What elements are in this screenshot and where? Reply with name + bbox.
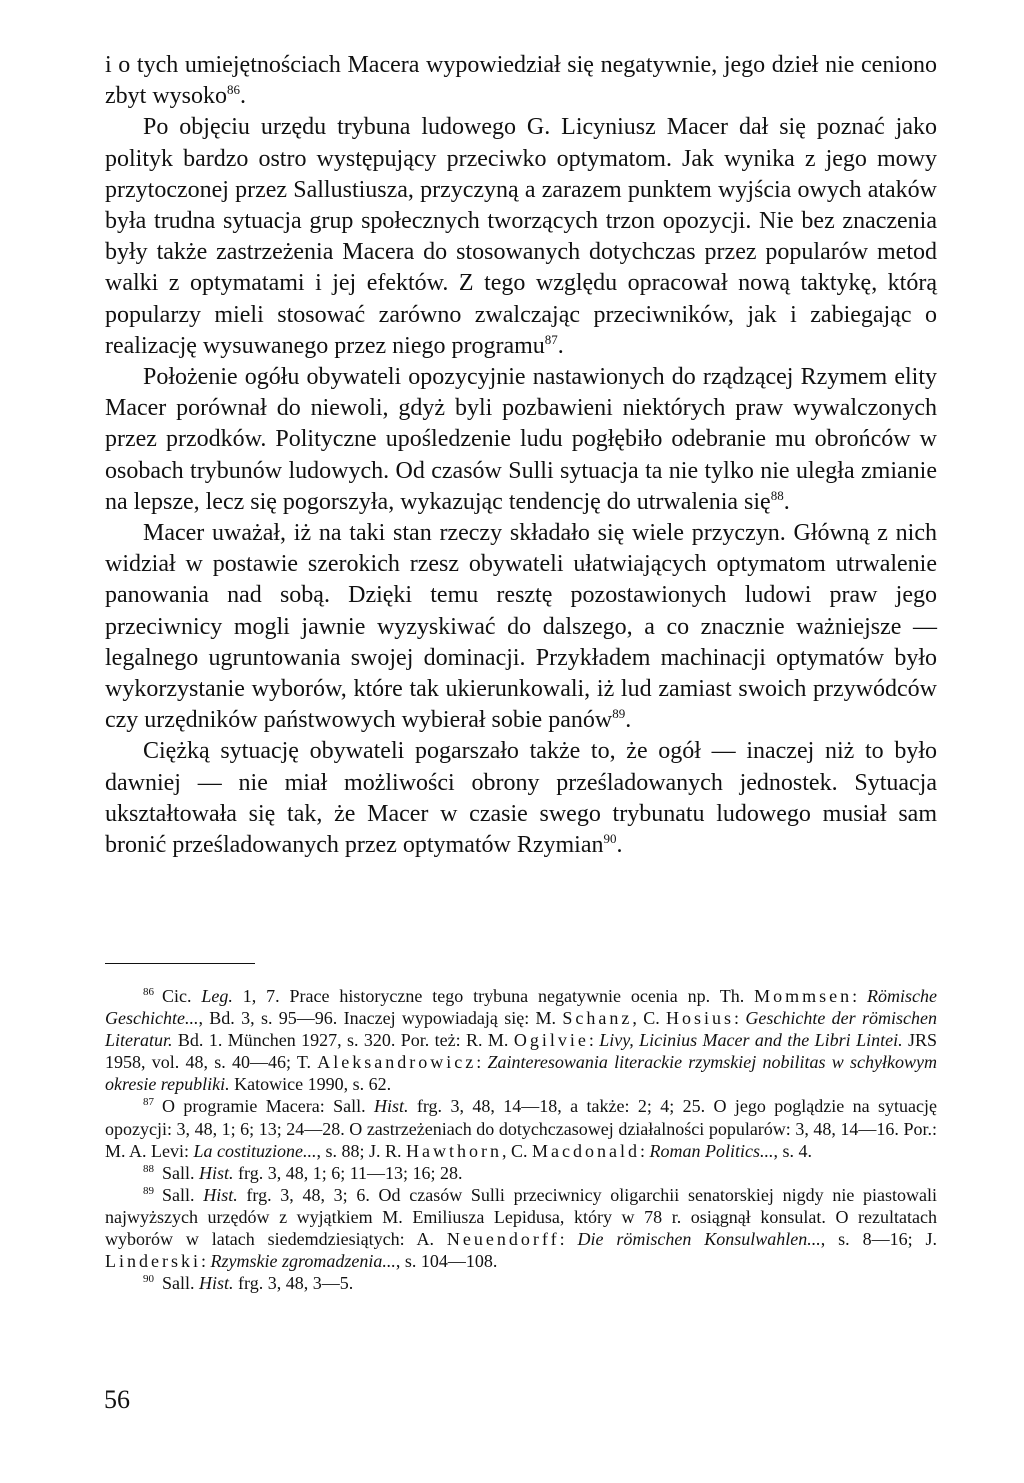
paragraph-1: i o tych umiejętnościach Macera wypowiedział się negatywnie, jego dzieł nie ceniono zbyt wysoko$^{86}$.: [105, 52, 937, 110]
main-text: [105, 50, 937, 861]
footnotes: [105, 985, 937, 1294]
footnote-ref-89: 89: [612, 706, 626, 722]
paragraph-3: Położenie ogółu obywateli opozycyjnie nastawionych do rządzącej Rzymem elity Macer porównał do niewoli, gdyż byli pozbawieni niektórych praw wywalczonych przez przodków. Polityczne upośledzenie ludu pogłębiło odebranie mu obrońców w osobach trybunów ludowych. Od czasów Sulli sytuacja ta nie tylko nie uległa zmianie na lepsze, lecz się pogorszyła, wykazując tendencję do utrwalenia się$^{88}$.: [105, 364, 937, 515]
footnote-88: $^{88}$ Sall. Hist. frg. 3, 48, 1; 6; 11—13; 16; 28.: [143, 1162, 463, 1183]
footnote-number: 90: [143, 1273, 154, 1286]
paragraph-2: Po objęciu urzędu trybuna ludowego G. Licyniusz Macer dał się poznać jako polityk bardzo ostro występujący przeciwko optymatom. Jak wynika z jego mowy przytoczonej przez Sallustiusza, przyczyną a zarazem punktem wyjścia owych ataków była trudna sytuacja grup społecznych tworzących trzon opozycji. Nie bez znaczenia były także zastrzeżenia Macera do stosowanych dotychczas przez popularów metod walki z optymatami i jej efektów. Z tego względu opracował nową taktykę, którą popularzy mieli stosować zarówno zwalczając przeciwników, jak i zabiegając o realizację wysuwanego przez niego programu$^{87}$.: [105, 114, 937, 359]
footnote-number: 88: [143, 1162, 154, 1175]
footnote-87: $^{87}$ O programie Macera: Sall. Hist. frg. 3, 48, 14—18, a także: 2; 4; 25. O jego poglądzie na sytuację opozycji: 3, 48, 1; 6; 13; 24—28. O zastrzeżeniach do dotychczasowej działalności popularów: 3, 48, 14—16. Por.: M. A. Levi: La costituzione..., s. 88; J. R. Hawthorn, C. Macdonald: Roman Politics..., s. 4.: [105, 1096, 937, 1161]
footnote-90: $^{90}$ Sall. Hist. frg. 3, 48, 3—5.: [143, 1273, 354, 1294]
footnote-86: $^{86}$ Cic. Leg. 1, 7. Prace historyczne tego trybuna negatywnie ocenia np. Th. Mommsen: Römische Geschichte..., Bd. 3, s. 95—96. Inaczej wypowiadają się: M. Schanz, C. Hosius: Geschichte der römischen Literatur. Bd. 1. München 1927, s. 320. Por. też: R. M. Ogilvie: Livy, Licinius Macer and the Libri Lintei. JRS 1958, vol. 48, s. 40—46; T. Aleksandrowicz: Zainteresowania literackie rzymskiej nobilitas w schyłkowym okresie republiki. Katowice 1990, s. 62.: [105, 986, 937, 1095]
footnote-89: $^{89}$ Sall. Hist. frg. 3, 48, 3; 6. Od czasów Sulli przeciwnicy oligarchii senatorskiej nigdy nie piastowali najwyższych urzędów z wyjątkiem M. Emiliusza Lepidusa, który w 78 r. osiągnął konsulat. O rezultatach wyborów w latach siedemdziesiątych: A. Neuendorff: Die römischen Konsulwahlen..., s. 8—16; J. Linderski: Rzymskie zgromadzenia..., s. 104—108.: [105, 1184, 937, 1272]
footnote-ref-88: 88: [770, 487, 784, 503]
footnote-separator: [105, 963, 255, 964]
paragraph-4: Macer uważał, iż na taki stan rzeczy składało się wiele przyczyn. Główną z nich widział w postawie szerokich rzesz obywateli ułatwiających optymatom utrwalenie panowania nad sobą. Dzięki temu resztę pozostawionych ludowi praw jego przeciwnicy mogli jawnie wyzyskiwać do dalszego, a co znacznie ważniejsze — legalnego ugruntowania swojej dominacji. Przykładem machinacji optymatów było wykorzystanie wyborów, które tak ukierunkowali, iż lud zamiast swoich przywódców czy urzędników państwowych wybierał sobie panów$^{89}$.: [105, 520, 937, 734]
footnote-number: 87: [143, 1096, 154, 1109]
footnote-ref-87: 87: [544, 331, 558, 347]
footnote-number: 89: [143, 1184, 154, 1197]
footnote-ref-86: 86: [227, 82, 240, 98]
footnote-number: 86: [143, 986, 154, 998]
paragraph-5: Ciężką sytuację obywateli pogarszało także to, że ogół — inaczej niż to było dawniej — nie miał możliwości obrony prześladowanych jednostek. Sytuacja ukształtowała się tak, że Macer w czasie swego trybunatu ludowego musiał sam bronić prześladowanych przez optymatów Rzymian$^{90}$.: [105, 738, 937, 859]
page-number: 56: [104, 1385, 130, 1414]
footnote-ref-90: 90: [603, 831, 617, 847]
